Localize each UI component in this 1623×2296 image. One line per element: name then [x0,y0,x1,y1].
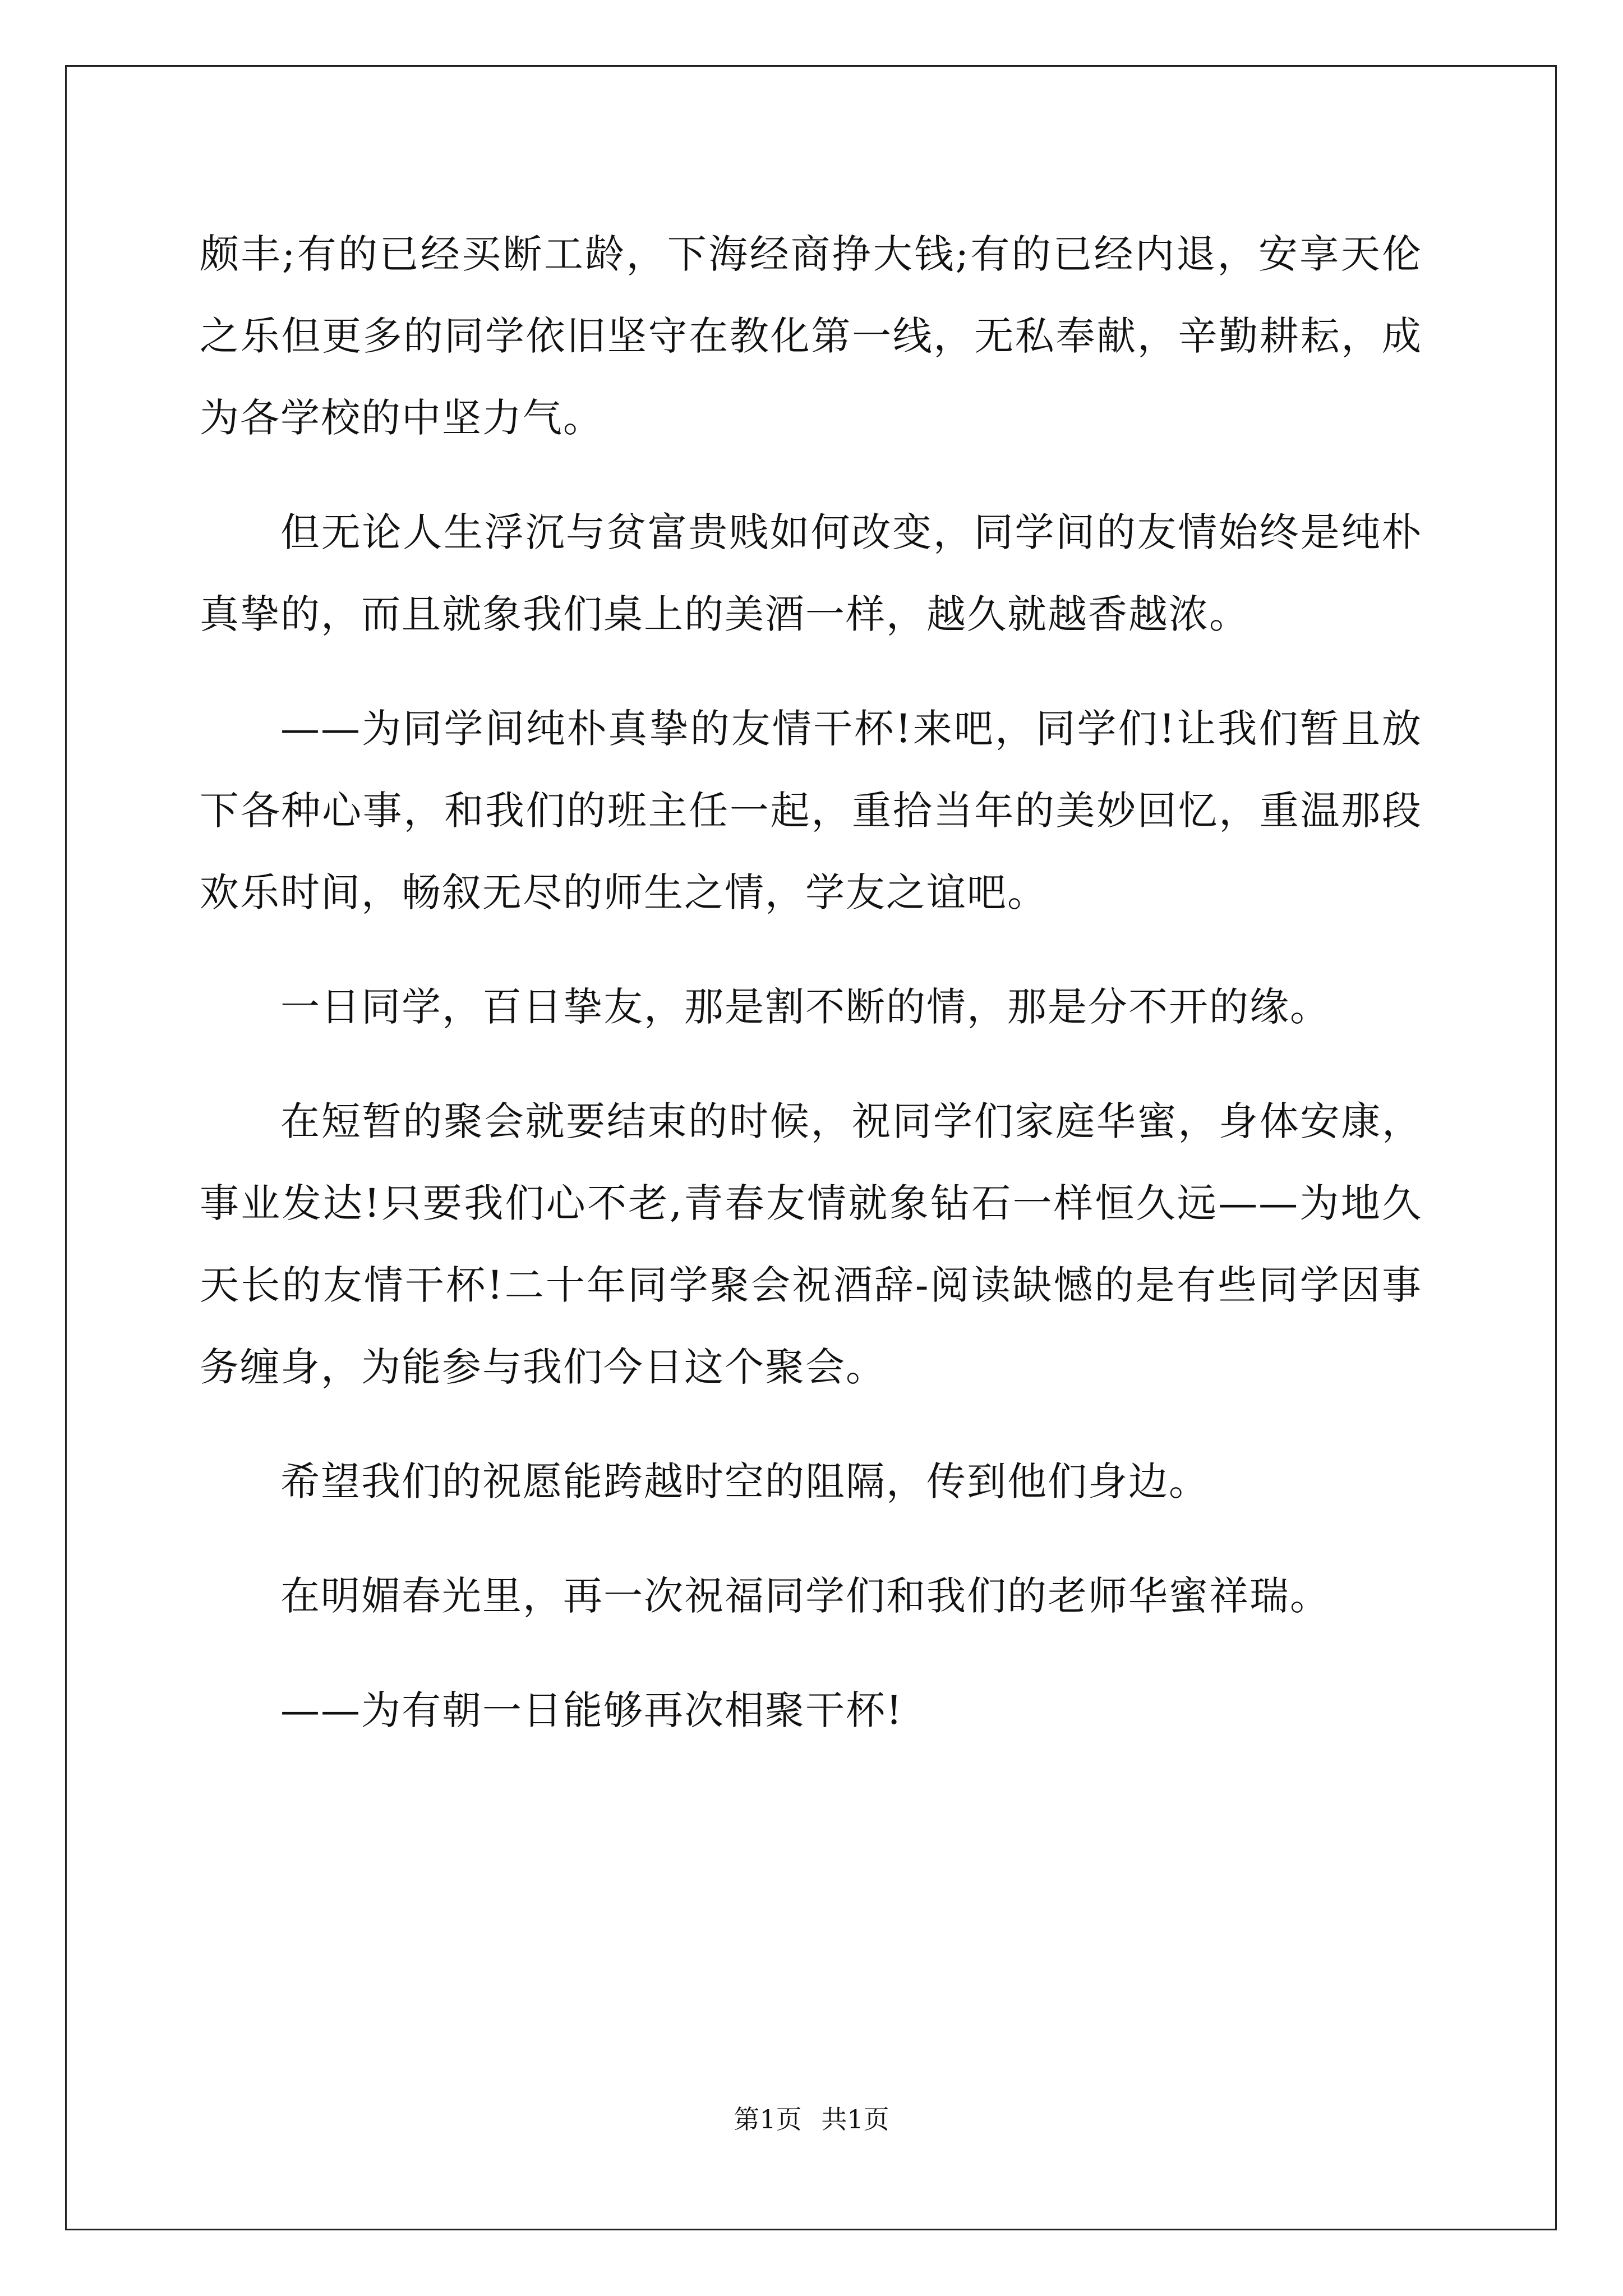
paragraph-7: 在明媚春光里，再一次祝福同学们和我们的老师华蜜祥瑞。 [280,1573,1330,1619]
page-number: 第1页 [734,2104,802,2134]
paragraph-8: ——为有朝一日能够再次相聚干杯! [280,1687,903,1733]
paragraph-1: 颇丰;有的已经买断工龄，下海经商挣大钱;有的已经内退，安享天伦之乐但更多的同学依旧坚守在教化第一线，无私奉献，辛勤耕耘，成为各学校的中坚力气。 [200,231,1422,441]
paragraph-3: ——为同学间纯朴真挚的友情干杯!来吧，同学们!让我们暂且放下各种心事，和我们的班主任一起，重拾当年的美妙回忆，重温那段欢乐时间，畅叙无尽的师生之情，学友之谊吧。 [200,706,1422,915]
page-footer [0,2102,1623,2136]
paragraph-2: 但无论人生浮沉与贫富贵贱如何改变，同学间的友情始终是纯朴真挚的，而且就象我们桌上的美酒一样，越久就越香越浓。 [200,509,1422,637]
paragraph-5: 在短暂的聚会就要结束的时候，祝同学们家庭华蜜，身体安康，事业发达!只要我们心不老,青春友情就象钻石一样恒久远——为地久天长的友情干杯!二十年同学聚会祝酒辞-阅读缺憾的是有些同学因事务缠身，为能参与我们今日这个聚会。 [200,1098,1422,1390]
paragraph-4: 一日同学，百日挚友，那是割不断的情，那是分不开的缘。 [280,984,1330,1030]
page-total: 共1页 [821,2104,889,2134]
document-body [200,213,1422,1784]
paragraph-6: 希望我们的祝愿能跨越时空的阻隔，传到他们身边。 [280,1458,1209,1504]
